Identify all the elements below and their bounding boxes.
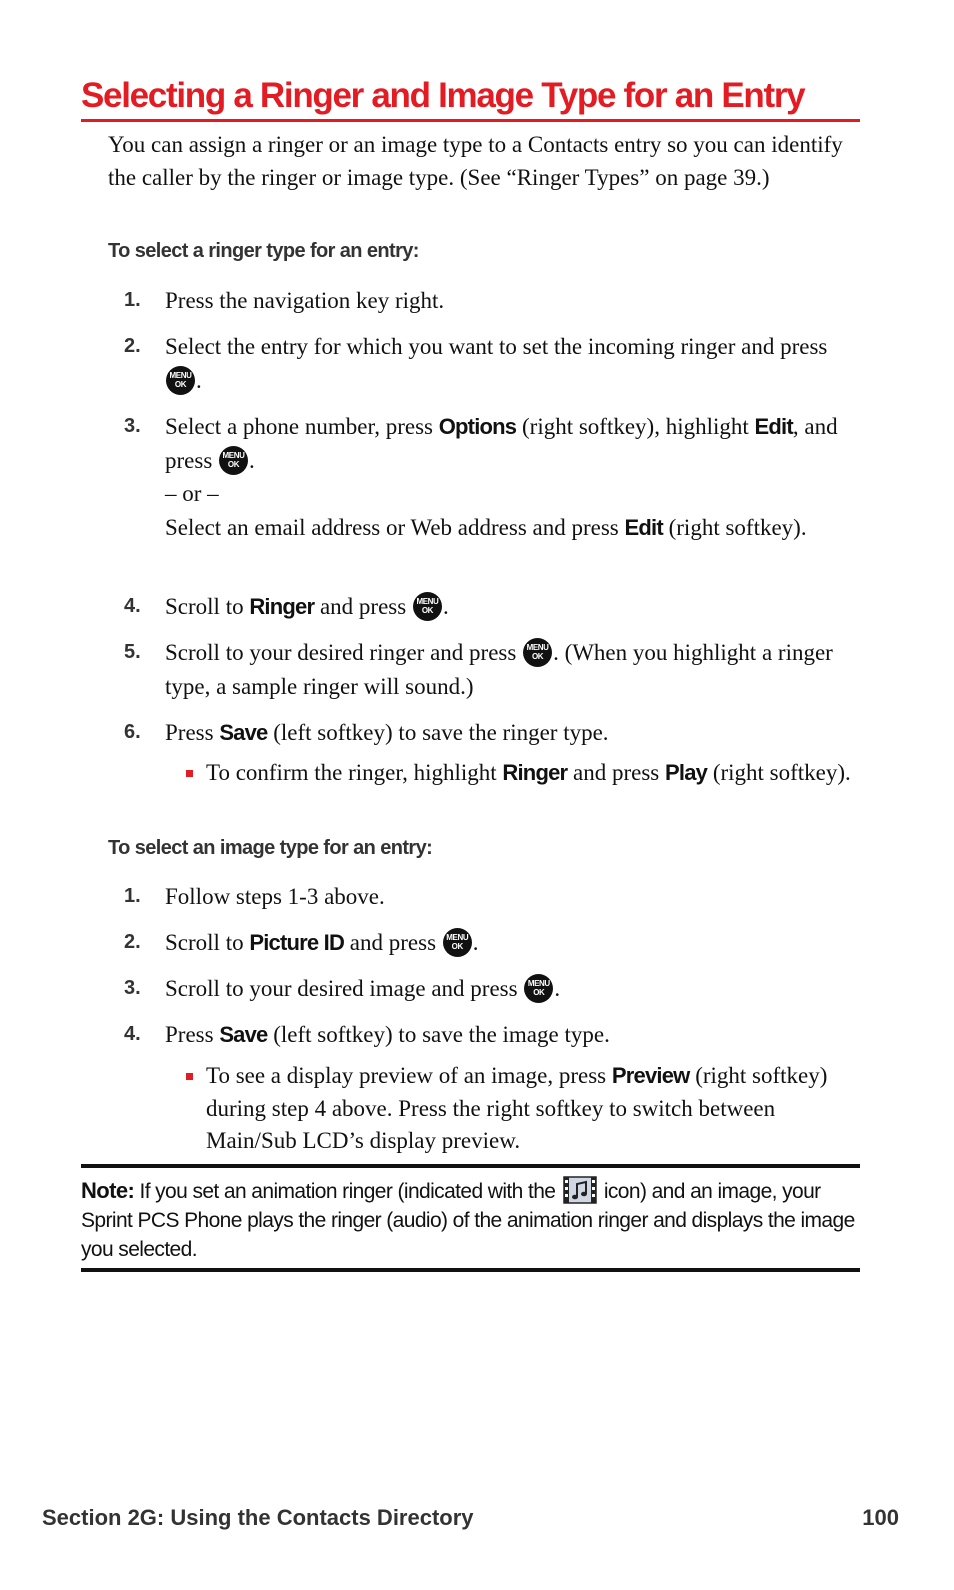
- step-number: 4.: [124, 1023, 141, 1045]
- note-bottom-rule: [81, 1268, 860, 1272]
- or-separator: – or –: [165, 481, 219, 506]
- step-number: 3.: [124, 977, 141, 999]
- menu-ok-key-icon: MENU OK: [443, 928, 472, 957]
- options-softkey-label: Options: [438, 414, 517, 439]
- bullet-marker: [186, 770, 193, 777]
- step-text: Press the navigation key right.: [165, 288, 445, 313]
- menu-ok-key-icon: MENU OK: [166, 366, 195, 395]
- footer-section-title: Section 2G: Using the Contacts Directory: [42, 1505, 474, 1530]
- edit-menu-label: Edit: [754, 414, 793, 439]
- step-text: Scroll to Picture ID and press MENU OK .: [165, 930, 479, 955]
- play-softkey-label: Play: [665, 760, 708, 785]
- step-text: Scroll to your desired ringer and press MENU OK . (When you highlight a ringer type, a sample ringer will sound.): [165, 640, 833, 699]
- image-section-heading: To select an image type for an entry:: [108, 837, 433, 859]
- edit-softkey-label: Edit: [624, 514, 663, 540]
- preview-softkey-label: Preview: [611, 1063, 690, 1088]
- menu-ok-key-icon: MENU OK: [523, 638, 552, 667]
- step-text: Scroll to Ringer and press MENU OK .: [165, 594, 449, 619]
- bullet-marker: [186, 1073, 193, 1080]
- step-number: 1.: [124, 885, 141, 907]
- menu-ok-key-icon: MENU OK: [219, 446, 248, 475]
- save-softkey-label: Save: [219, 1022, 268, 1047]
- bullet-text: To see a display preview of an image, press Preview (right softkey) during step 4 above. Press the right softkey to switch between Main/Sub LCD’s display preview.: [206, 1063, 828, 1153]
- step-number: 2.: [124, 335, 141, 357]
- step-text: Scroll to your desired image and press MENU OK .: [165, 976, 561, 1001]
- note-lead: Note:: [81, 1178, 135, 1203]
- step-number: 2.: [124, 931, 141, 953]
- page-number: 100: [862, 1505, 899, 1530]
- ringer-menu-label: Ringer: [249, 594, 315, 619]
- page-title: Selecting a Ringer and Image Type for an Entry: [81, 76, 805, 115]
- ringer-section-heading: To select a ringer type for an entry:: [108, 240, 419, 262]
- step-text: Select a phone number, press Options (right softkey), highlight Edit, and press MENU OK . – or – Select an email address or Web address and press Edit (right softkey).: [165, 414, 838, 540]
- note-box: Note: If you set an animation ringer (indicated with the icon) and an image, your Sprint PCS Phone plays the ringer (audio) of the animation ringer and displays the image you selected.: [81, 1178, 855, 1261]
- step-number: 4.: [124, 595, 141, 617]
- animation-ringer-icon: [563, 1176, 597, 1204]
- step-text: Select the entry for which you want to set the incoming ringer and press MENU OK .: [165, 334, 828, 393]
- menu-ok-key-icon: MENU OK: [413, 592, 442, 621]
- picture-id-menu-label: Picture ID: [249, 930, 345, 955]
- menu-ok-key-icon: MENU OK: [524, 974, 553, 1003]
- step-number: 1.: [124, 289, 141, 311]
- step-number: 6.: [124, 721, 141, 743]
- step-text: Press Save (left softkey) to save the ringer type.: [165, 720, 609, 745]
- bullet-text: To confirm the ringer, highlight Ringer and press Play (right softkey).: [206, 760, 851, 785]
- note-top-rule: [81, 1164, 860, 1168]
- save-softkey-label: Save: [219, 720, 268, 745]
- step-text: Press Save (left softkey) to save the image type.: [165, 1022, 610, 1047]
- ringer-menu-label: Ringer: [502, 760, 568, 785]
- step-text: Follow steps 1-3 above.: [165, 884, 385, 909]
- step-number: 3.: [124, 415, 141, 437]
- intro-paragraph: You can assign a ringer or an image type to a Contacts entry so you can identify the caller by the ringer or image type. (See “Ringer Types” on page 39.): [108, 132, 843, 190]
- title-underline: [81, 119, 860, 122]
- step-number: 5.: [124, 641, 141, 663]
